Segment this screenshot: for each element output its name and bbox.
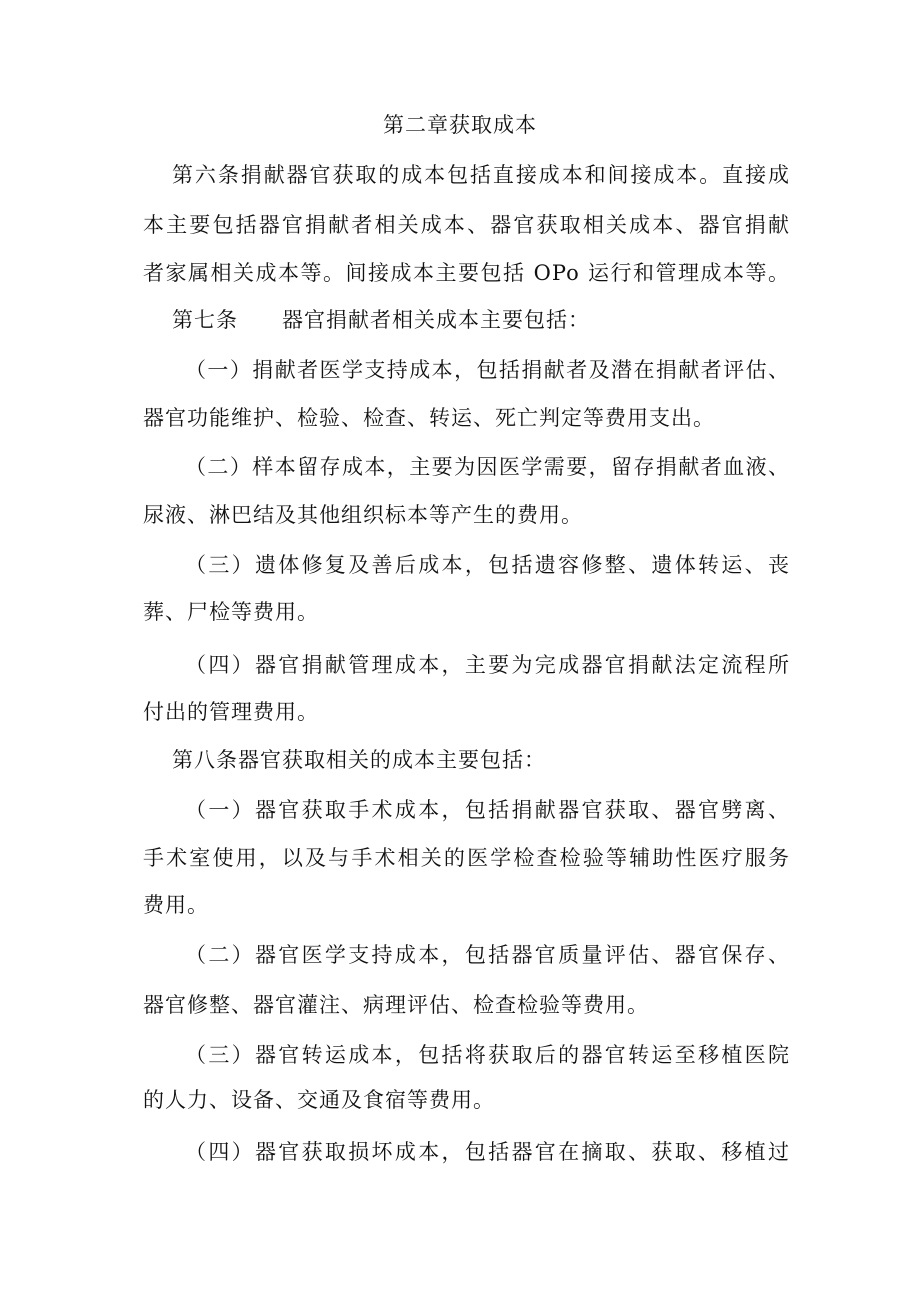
article-7-heading: 第七条 器官捐献者相关成本主要包括： xyxy=(172,308,590,332)
chapter-title: 第二章获取成本 xyxy=(383,113,537,137)
article-7-item-1-line-2: 器官功能维护、检验、检查、转运、死亡判定等费用支出。 xyxy=(143,406,715,430)
article-7-item-2-line-2: 尿液、淋巴结及其他组织标本等产生的费用。 xyxy=(143,503,583,527)
article-8-item-4-line-1: （四）器官获取损坏成本，包括器官在摘取、获取、移植过 xyxy=(185,1140,790,1164)
article-6-line-3: 者家属相关成本等。间接成本主要包括 OPo 运行和管理成本等。 xyxy=(143,261,790,285)
article-7-item-4-line-2: 付出的管理费用。 xyxy=(143,700,319,724)
article-8-item-2-line-2: 器官修整、器官灌注、病理评估、检查检验等费用。 xyxy=(143,993,649,1017)
article-7-item-3-line-2: 葬、尸检等费用。 xyxy=(143,600,319,624)
article-8-heading: 第八条器官获取相关的成本主要包括： xyxy=(172,748,546,772)
article-7-item-4-line-1: （四）器官捐献管理成本，主要为完成器官捐献法定流程所 xyxy=(185,653,790,677)
article-7-item-3-line-1: （三）遗体修复及善后成本，包括遗容修整、遗体转运、丧 xyxy=(185,553,790,577)
article-8-item-3-line-2: 的人力、设备、交通及食宿等费用。 xyxy=(143,1088,495,1112)
article-6-line-1: 第六条捐献器官获取的成本包括直接成本和间接成本。直接成 xyxy=(172,163,790,187)
article-8-item-1-line-1: （一）器官获取手术成本，包括捐献器官获取、器官劈离、 xyxy=(185,798,790,822)
article-8-item-2-line-1: （二）器官医学支持成本，包括器官质量评估、器官保存、 xyxy=(185,943,790,967)
article-7-item-1-line-1: （一）捐献者医学支持成本，包括捐献者及潜在捐献者评估、 xyxy=(185,358,790,382)
article-6-line-2: 本主要包括器官捐献者相关成本、器官获取相关成本、器官捐献 xyxy=(143,213,790,237)
article-7-item-2-line-1: （二）样本留存成本，主要为因医学需要，留存捐献者血液、 xyxy=(185,455,790,479)
article-8-item-1-line-3: 费用。 xyxy=(143,893,209,917)
article-8-item-1-line-2: 手术室使用，以及与手术相关的医学检查检验等辅助性医疗服务 xyxy=(143,846,790,870)
article-8-item-3-line-1: （三）器官转运成本，包括将获取后的器官转运至移植医院 xyxy=(185,1043,790,1067)
